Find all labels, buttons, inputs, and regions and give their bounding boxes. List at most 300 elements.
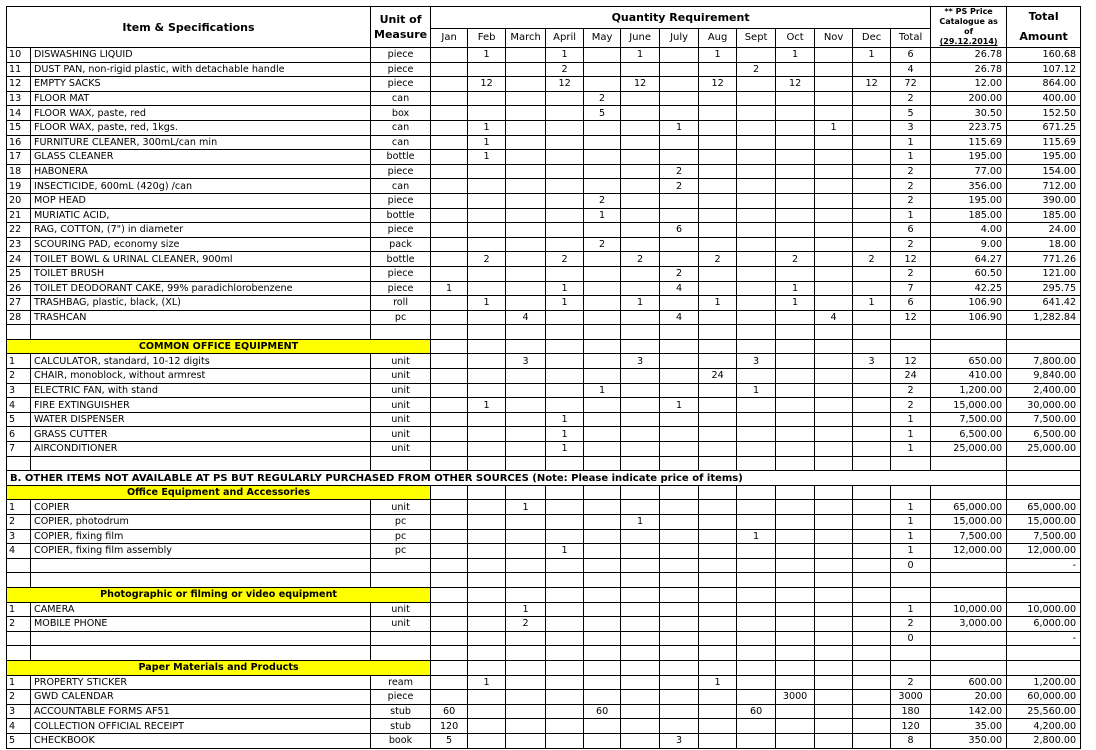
month-qty-cell — [546, 237, 584, 252]
procurement-sheet — [6, 6, 1081, 749]
price-cell: 15,000.00 — [931, 515, 1007, 530]
empty-cell — [699, 339, 737, 354]
amount-cell: 195.00 — [1007, 150, 1081, 165]
month-qty-cell — [776, 412, 815, 427]
price-cell — [931, 631, 1007, 646]
month-qty-cell — [699, 719, 737, 734]
empty-cell — [776, 573, 815, 588]
empty-cell — [621, 587, 660, 602]
month-qty-cell — [546, 193, 584, 208]
month-qty-cell: 1 — [737, 529, 776, 544]
month-qty-cell — [621, 120, 660, 135]
total-qty-cell: 12 — [891, 354, 931, 369]
month-qty-cell — [660, 62, 699, 77]
month-qty-cell — [853, 266, 891, 281]
empty-cell — [699, 485, 737, 500]
item-description: ELECTRIC FAN, with stand — [31, 383, 371, 398]
section-header — [7, 587, 1081, 602]
table-row — [7, 120, 1081, 135]
item-description: MURIATIC ACID, — [31, 208, 371, 223]
empty-cell — [584, 339, 621, 354]
month-qty-cell — [853, 91, 891, 106]
price-cell: 15,000.00 — [931, 398, 1007, 413]
price-cell: 7,500.00 — [931, 529, 1007, 544]
empty-cell — [584, 587, 621, 602]
month-qty-cell — [584, 398, 621, 413]
price-cell: 200.00 — [931, 91, 1007, 106]
empty-cell — [7, 573, 31, 588]
total-qty-cell: 180 — [891, 704, 931, 719]
month-qty-cell: 4 — [660, 281, 699, 296]
month-qty-cell — [584, 150, 621, 165]
month-qty-cell: 1 — [584, 208, 621, 223]
row-number: 10 — [7, 48, 31, 63]
price-cell: 1,200.00 — [931, 383, 1007, 398]
part-b-title-row — [7, 471, 1081, 486]
total-qty-cell: 3000 — [891, 690, 931, 705]
amount-cell: 400.00 — [1007, 91, 1081, 106]
month-qty-cell: 5 — [431, 733, 468, 748]
month-qty-cell — [506, 223, 546, 238]
month-qty-cell — [776, 529, 815, 544]
total-qty-cell: 2 — [891, 164, 931, 179]
month-qty-cell — [621, 150, 660, 165]
month-qty-cell — [431, 500, 468, 515]
month-qty-cell — [699, 223, 737, 238]
month-qty-cell — [776, 704, 815, 719]
item-description: TOILET BRUSH — [31, 266, 371, 281]
month-qty-cell: 1 — [468, 135, 506, 150]
month-qty-cell — [737, 266, 776, 281]
month-qty-cell: 2 — [660, 179, 699, 194]
month-qty-cell: 3000 — [776, 690, 815, 705]
row-number: 2 — [7, 617, 31, 632]
total-qty-cell: 24 — [891, 369, 931, 384]
month-qty-cell: 1 — [546, 412, 584, 427]
month-qty-cell — [621, 208, 660, 223]
empty-cell — [7, 325, 31, 340]
month-qty-cell — [660, 91, 699, 106]
month-qty-cell — [621, 733, 660, 748]
month-qty-cell — [431, 62, 468, 77]
month-qty-cell: 2 — [546, 62, 584, 77]
header-month: July — [660, 28, 699, 47]
row-number: 26 — [7, 281, 31, 296]
month-qty-cell: 1 — [468, 48, 506, 63]
price-cell: 600.00 — [931, 675, 1007, 690]
month-qty-cell — [776, 62, 815, 77]
row-number: 2 — [7, 515, 31, 530]
total-qty-cell: 2 — [891, 398, 931, 413]
month-qty-cell — [737, 281, 776, 296]
section-title: Photographic or filming or video equipment — [7, 587, 431, 602]
empty-cell — [891, 646, 931, 661]
header-month: April — [546, 28, 584, 47]
header-month: Sept — [737, 28, 776, 47]
total-qty-cell: 6 — [891, 223, 931, 238]
month-qty-cell — [584, 617, 621, 632]
month-qty-cell — [699, 631, 737, 646]
unit-cell: piece — [371, 77, 431, 92]
month-qty-cell — [584, 427, 621, 442]
month-qty-cell — [468, 529, 506, 544]
blank-row — [7, 646, 1081, 661]
month-qty-cell — [506, 558, 546, 573]
row-number: 1 — [7, 602, 31, 617]
item-description: FIRE EXTINGUISHER — [31, 398, 371, 413]
header-ps-price-line3: (29.12.2014) — [939, 37, 998, 46]
month-qty-cell: 4 — [815, 310, 853, 325]
item-description — [31, 631, 371, 646]
month-qty-cell — [776, 558, 815, 573]
row-number: 4 — [7, 719, 31, 734]
month-qty-cell — [853, 675, 891, 690]
row-number: 15 — [7, 120, 31, 135]
month-qty-cell — [506, 252, 546, 267]
month-qty-cell — [737, 150, 776, 165]
month-qty-cell — [660, 558, 699, 573]
empty-cell — [506, 646, 546, 661]
month-qty-cell: 2 — [468, 252, 506, 267]
price-cell: 410.00 — [931, 369, 1007, 384]
unit-cell: piece — [371, 281, 431, 296]
month-qty-cell — [431, 442, 468, 457]
month-qty-cell — [506, 135, 546, 150]
month-qty-cell — [431, 106, 468, 121]
month-qty-cell — [621, 442, 660, 457]
month-qty-cell — [621, 369, 660, 384]
month-qty-cell: 2 — [853, 252, 891, 267]
month-qty-cell — [699, 150, 737, 165]
month-qty-cell: 1 — [737, 383, 776, 398]
month-qty-cell — [660, 704, 699, 719]
row-number: 1 — [7, 354, 31, 369]
month-qty-cell — [660, 354, 699, 369]
month-qty-cell — [660, 631, 699, 646]
empty-cell — [737, 325, 776, 340]
unit-cell: piece — [371, 164, 431, 179]
total-qty-cell: 1 — [891, 208, 931, 223]
price-cell: 77.00 — [931, 164, 1007, 179]
month-qty-cell — [584, 266, 621, 281]
month-qty-cell — [699, 500, 737, 515]
amount-cell: 60,000.00 — [1007, 690, 1081, 705]
month-qty-cell — [815, 544, 853, 559]
month-qty-cell — [621, 719, 660, 734]
month-qty-cell — [660, 252, 699, 267]
month-qty-cell — [853, 427, 891, 442]
month-qty-cell — [660, 719, 699, 734]
table-row — [7, 179, 1081, 194]
month-qty-cell — [776, 398, 815, 413]
price-cell: 10,000.00 — [931, 602, 1007, 617]
month-qty-cell: 1 — [776, 48, 815, 63]
month-qty-cell — [431, 266, 468, 281]
month-qty-cell: 60 — [584, 704, 621, 719]
month-qty-cell: 2 — [584, 193, 621, 208]
table-row — [7, 558, 1081, 573]
month-qty-cell — [815, 733, 853, 748]
month-qty-cell — [815, 237, 853, 252]
month-qty-cell — [660, 442, 699, 457]
empty-cell — [468, 660, 506, 675]
month-qty-cell — [468, 237, 506, 252]
month-qty-cell — [776, 383, 815, 398]
table-row — [7, 529, 1081, 544]
empty-cell — [371, 456, 431, 471]
amount-cell: 107.12 — [1007, 62, 1081, 77]
empty-cell — [853, 325, 891, 340]
unit-cell: can — [371, 91, 431, 106]
month-qty-cell — [431, 120, 468, 135]
month-qty-cell — [815, 704, 853, 719]
table-row — [7, 675, 1081, 690]
empty-cell — [431, 646, 468, 661]
month-qty-cell — [853, 193, 891, 208]
month-qty-cell — [621, 91, 660, 106]
item-description: FURNITURE CLEANER, 300mL/can min — [31, 135, 371, 150]
month-qty-cell — [506, 106, 546, 121]
month-qty-cell — [584, 135, 621, 150]
row-number: 4 — [7, 544, 31, 559]
month-qty-cell — [546, 398, 584, 413]
month-qty-cell — [546, 704, 584, 719]
price-cell: 7,500.00 — [931, 412, 1007, 427]
month-qty-cell — [737, 237, 776, 252]
month-qty-cell — [737, 515, 776, 530]
empty-cell — [699, 456, 737, 471]
total-qty-cell: 7 — [891, 281, 931, 296]
month-qty-cell — [699, 120, 737, 135]
month-qty-cell — [584, 354, 621, 369]
month-qty-cell — [660, 77, 699, 92]
month-qty-cell — [776, 135, 815, 150]
unit-cell: ream — [371, 675, 431, 690]
unit-cell: can — [371, 120, 431, 135]
month-qty-cell — [815, 150, 853, 165]
month-qty-cell — [699, 179, 737, 194]
month-qty-cell — [621, 412, 660, 427]
month-qty-cell — [660, 675, 699, 690]
empty-cell — [431, 573, 468, 588]
month-qty-cell — [776, 354, 815, 369]
empty-cell — [546, 587, 584, 602]
empty-cell — [931, 456, 1007, 471]
empty-cell — [853, 587, 891, 602]
month-qty-cell — [815, 383, 853, 398]
empty-cell — [776, 485, 815, 500]
month-qty-cell — [584, 442, 621, 457]
header-ps-price-line2: Catalogue as of — [939, 17, 998, 36]
month-qty-cell — [468, 515, 506, 530]
total-qty-cell: 6 — [891, 296, 931, 311]
empty-cell — [699, 325, 737, 340]
amount-cell: 641.42 — [1007, 296, 1081, 311]
month-qty-cell — [815, 602, 853, 617]
month-qty-cell: 1 — [506, 602, 546, 617]
section-header — [7, 485, 1081, 500]
month-qty-cell — [853, 529, 891, 544]
row-number: 17 — [7, 150, 31, 165]
price-cell: 60.50 — [931, 266, 1007, 281]
amount-cell: 864.00 — [1007, 77, 1081, 92]
month-qty-cell: 1 — [621, 515, 660, 530]
item-description: FLOOR WAX, paste, red, 1kgs. — [31, 120, 371, 135]
month-qty-cell — [468, 690, 506, 705]
month-qty-cell: 1 — [546, 281, 584, 296]
row-number: 2 — [7, 690, 31, 705]
section-header — [7, 660, 1081, 675]
amount-cell: 7,500.00 — [1007, 529, 1081, 544]
empty-cell — [506, 485, 546, 500]
empty-cell — [468, 339, 506, 354]
empty-cell — [584, 573, 621, 588]
header-month: Jan — [431, 28, 468, 47]
price-cell: 35.00 — [931, 719, 1007, 734]
amount-cell: 712.00 — [1007, 179, 1081, 194]
unit-cell: can — [371, 135, 431, 150]
month-qty-cell — [853, 383, 891, 398]
amount-cell: 152.50 — [1007, 106, 1081, 121]
month-qty-cell: 2 — [699, 252, 737, 267]
month-qty-cell — [431, 296, 468, 311]
month-qty-cell — [660, 617, 699, 632]
price-cell: 185.00 — [931, 208, 1007, 223]
unit-cell: unit — [371, 354, 431, 369]
month-qty-cell — [431, 208, 468, 223]
month-qty-cell — [815, 135, 853, 150]
month-qty-cell — [815, 500, 853, 515]
empty-cell — [853, 485, 891, 500]
row-number: 12 — [7, 77, 31, 92]
month-qty-cell: 1 — [468, 120, 506, 135]
amount-cell: 9,840.00 — [1007, 369, 1081, 384]
month-qty-cell — [737, 310, 776, 325]
month-qty-cell — [584, 719, 621, 734]
empty-cell — [891, 325, 931, 340]
month-qty-cell — [468, 631, 506, 646]
total-qty-cell: 2 — [891, 266, 931, 281]
unit-cell: piece — [371, 48, 431, 63]
month-qty-cell — [776, 223, 815, 238]
month-qty-cell — [621, 383, 660, 398]
empty-cell — [1007, 456, 1081, 471]
item-description: TRASHBAG, plastic, black, (XL) — [31, 296, 371, 311]
month-qty-cell — [815, 106, 853, 121]
month-qty-cell — [737, 690, 776, 705]
month-qty-cell — [584, 733, 621, 748]
month-qty-cell — [621, 310, 660, 325]
amount-cell: 295.75 — [1007, 281, 1081, 296]
empty-cell — [815, 587, 853, 602]
row-number: 13 — [7, 91, 31, 106]
month-qty-cell — [815, 631, 853, 646]
requirements-table — [6, 6, 1081, 749]
month-qty-cell — [506, 704, 546, 719]
item-description: FLOOR WAX, paste, red — [31, 106, 371, 121]
amount-cell: - — [1007, 558, 1081, 573]
row-number — [7, 558, 31, 573]
header-month: June — [621, 28, 660, 47]
month-qty-cell — [699, 237, 737, 252]
month-qty-cell — [699, 529, 737, 544]
month-qty-cell — [737, 602, 776, 617]
month-qty-cell — [660, 529, 699, 544]
empty-cell — [621, 485, 660, 500]
unit-cell: piece — [371, 690, 431, 705]
table-row — [7, 442, 1081, 457]
total-qty-cell: 2 — [891, 193, 931, 208]
row-number: 20 — [7, 193, 31, 208]
total-qty-cell: 1 — [891, 135, 931, 150]
header-item-specs: Item & Specifications — [7, 7, 371, 48]
month-qty-cell — [468, 704, 506, 719]
total-qty-cell: 4 — [891, 62, 931, 77]
month-qty-cell — [815, 164, 853, 179]
row-number: 3 — [7, 529, 31, 544]
month-qty-cell — [660, 48, 699, 63]
table-row — [7, 237, 1081, 252]
month-qty-cell — [584, 558, 621, 573]
unit-cell: stub — [371, 719, 431, 734]
month-qty-cell: 1 — [660, 398, 699, 413]
empty-cell — [931, 660, 1007, 675]
month-qty-cell — [699, 193, 737, 208]
empty-cell — [468, 456, 506, 471]
month-qty-cell — [737, 179, 776, 194]
amount-cell: 1,282.84 — [1007, 310, 1081, 325]
empty-cell — [506, 587, 546, 602]
month-qty-cell — [699, 733, 737, 748]
unit-cell: unit — [371, 383, 431, 398]
month-qty-cell: 2 — [584, 91, 621, 106]
price-cell: 20.00 — [931, 690, 1007, 705]
month-qty-cell — [584, 120, 621, 135]
table-row — [7, 354, 1081, 369]
month-qty-cell — [546, 383, 584, 398]
month-qty-cell — [815, 558, 853, 573]
item-description: COPIER, fixing film — [31, 529, 371, 544]
month-qty-cell — [737, 164, 776, 179]
empty-cell — [737, 485, 776, 500]
month-qty-cell — [506, 296, 546, 311]
empty-cell — [506, 339, 546, 354]
month-qty-cell: 1 — [815, 120, 853, 135]
month-qty-cell — [815, 193, 853, 208]
price-cell: 12,000.00 — [931, 544, 1007, 559]
item-description: CHECKBOOK — [31, 733, 371, 748]
amount-cell: 771.26 — [1007, 252, 1081, 267]
amount-cell: 6,000.00 — [1007, 617, 1081, 632]
month-qty-cell — [699, 91, 737, 106]
month-qty-cell — [621, 266, 660, 281]
month-qty-cell — [431, 675, 468, 690]
empty-cell — [546, 573, 584, 588]
month-qty-cell — [468, 602, 506, 617]
unit-cell: unit — [371, 602, 431, 617]
month-qty-cell — [776, 164, 815, 179]
month-qty-cell — [468, 369, 506, 384]
table-row — [7, 150, 1081, 165]
month-qty-cell — [737, 208, 776, 223]
unit-cell — [371, 558, 431, 573]
month-qty-cell — [660, 150, 699, 165]
item-description: SCOURING PAD, economy size — [31, 237, 371, 252]
empty-cell — [931, 646, 1007, 661]
empty-cell — [468, 485, 506, 500]
amount-cell: 671.25 — [1007, 120, 1081, 135]
amount-cell: 6,500.00 — [1007, 427, 1081, 442]
